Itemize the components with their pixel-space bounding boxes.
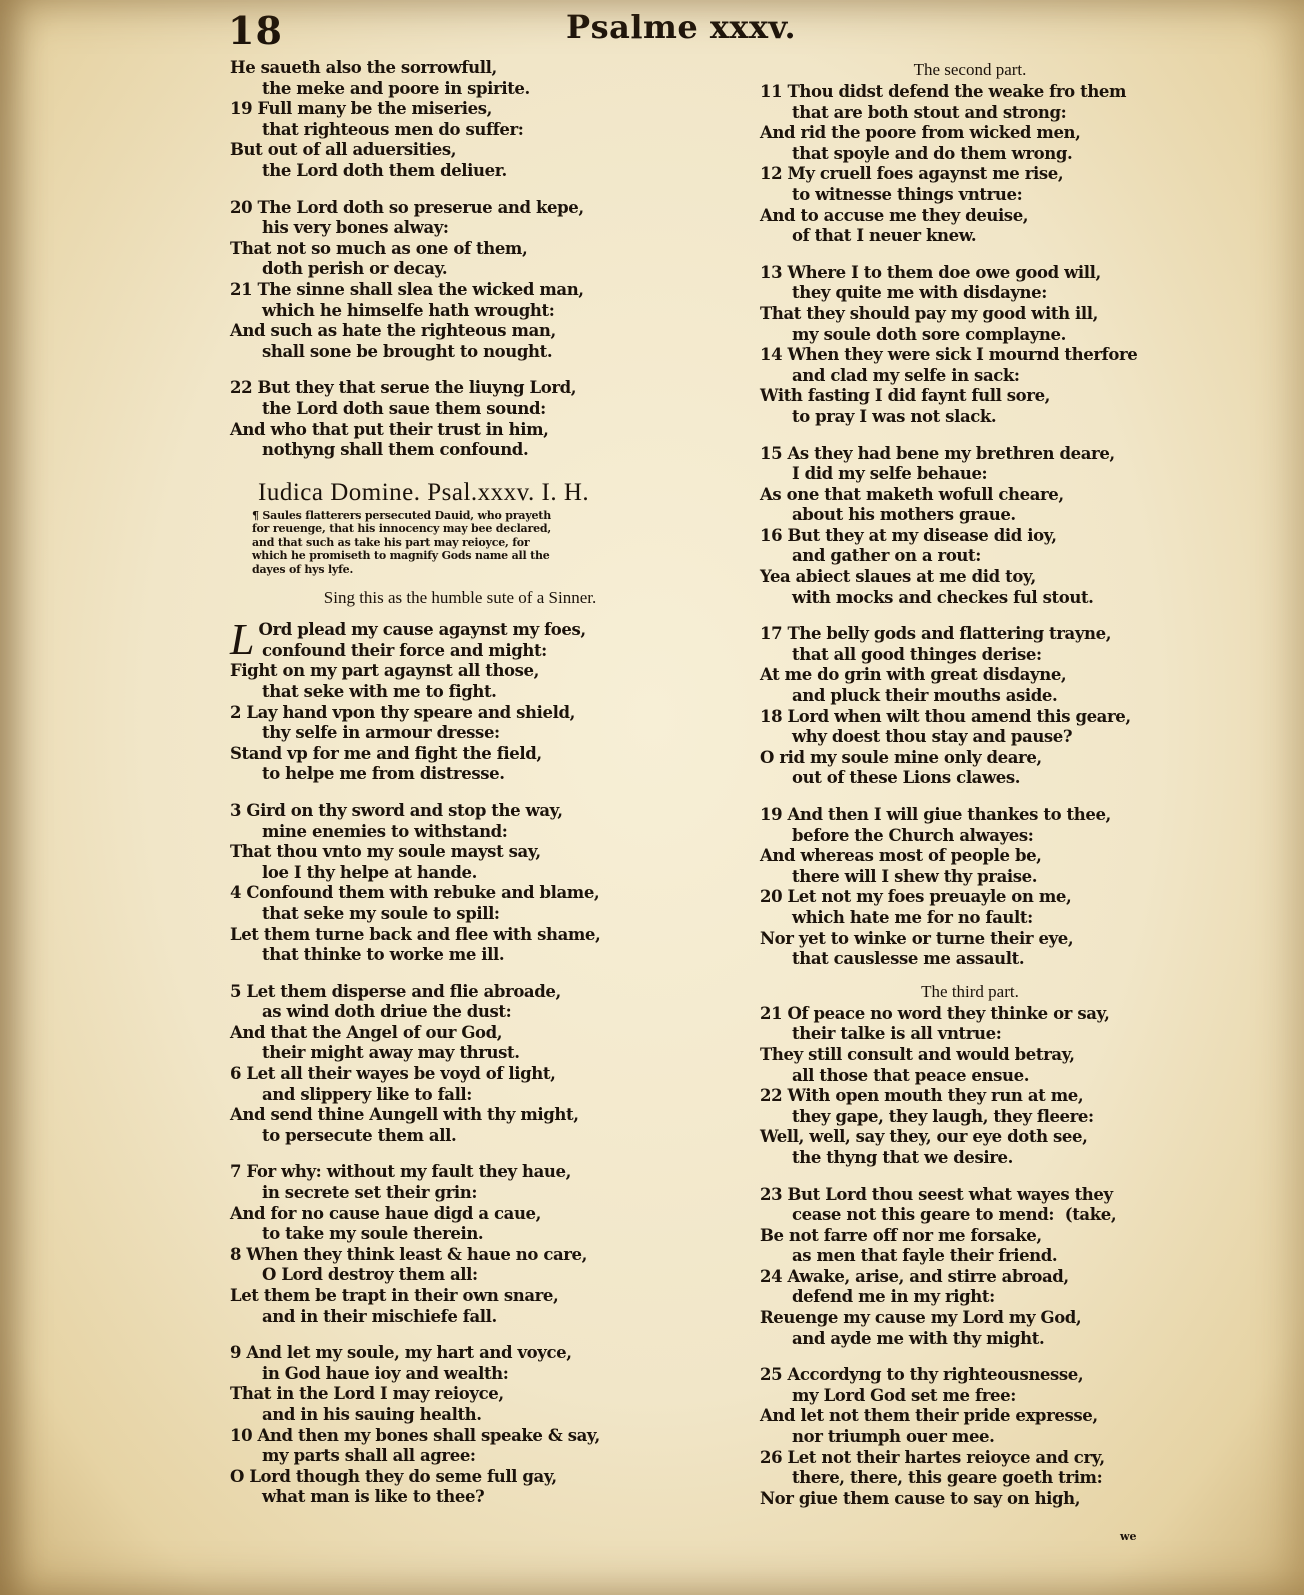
verse-line: 23 But Lord thou seest what wayes they bbox=[760, 1184, 1113, 1204]
verse-line: And who that put their trust in him, bbox=[230, 419, 549, 439]
verse-line: what man is like to thee? bbox=[262, 1487, 485, 1507]
verse-line: with mocks and checkes ful stout. bbox=[792, 587, 1094, 607]
verse-line: of that I neuer knew. bbox=[792, 226, 977, 246]
verse-line: my Lord God set me free: bbox=[792, 1385, 1016, 1405]
argument-line: and that such as take his part may reioyce, for bbox=[252, 535, 530, 549]
verse-line: all those that peace ensue. bbox=[792, 1065, 1030, 1085]
verse-line: 21 The sinne shall slea the wicked man, bbox=[230, 279, 584, 299]
verse-line: in God haue ioy and wealth: bbox=[262, 1363, 509, 1383]
verse-line: to take my soule therein. bbox=[262, 1224, 484, 1244]
right-column bbox=[760, 58, 1180, 1509]
verse-line: shall sone be brought to nought. bbox=[262, 341, 553, 361]
verse-line: Nor giue them cause to say on high, bbox=[760, 1488, 1081, 1508]
psalm-opening bbox=[230, 615, 690, 665]
verse-line: and ayde me with thy might. bbox=[792, 1328, 1045, 1348]
verse-line: Well, well, say they, our eye doth see, bbox=[760, 1127, 1088, 1147]
drop-capital: L bbox=[230, 615, 255, 665]
verse-line: 22 But they that serue the liuyng Lord, bbox=[230, 378, 577, 398]
verse-line: they quite me with disdayne: bbox=[792, 283, 1047, 303]
running-title: Psalme xxxv. bbox=[566, 8, 797, 46]
verse-line: At me do grin with great disdayne, bbox=[760, 665, 1067, 685]
verse-line: and slippery like to fall: bbox=[262, 1084, 472, 1104]
verse-line: to helpe me from distresse. bbox=[262, 764, 505, 784]
verse-line: confound their force and might: bbox=[262, 640, 547, 660]
verse-line: And let not them their pride expresse, bbox=[760, 1406, 1098, 1426]
verse-line: nothyng shall them confound. bbox=[262, 440, 529, 460]
verse-line: doth perish or decay. bbox=[262, 259, 448, 279]
section-heading: The second part. bbox=[913, 60, 1027, 79]
verse-line: which hate me for no fault: bbox=[792, 907, 1033, 927]
verse-line: 20 Let not my foes preuayle on me, bbox=[760, 887, 1072, 907]
verse-line: O rid my soule mine only deare, bbox=[760, 747, 1042, 767]
verse-line: Fight on my part agaynst all those, bbox=[230, 661, 539, 681]
verse-line: And whereas most of people be, bbox=[760, 846, 1042, 866]
psalm-argument bbox=[230, 509, 672, 577]
verse-line: 12 My cruell foes agaynst me rise, bbox=[760, 164, 1064, 184]
verse-line: Let them turne back and flee with shame, bbox=[230, 924, 601, 944]
verse-line: 3 Gird on thy sword and stop the way, bbox=[230, 800, 563, 820]
verse-line: 24 Awake, arise, and stirre abroad, bbox=[760, 1266, 1069, 1286]
verse-line: that all good thinges derise: bbox=[792, 644, 1042, 664]
verse-line: Yea abiect slaues at me did toy, bbox=[760, 567, 1036, 587]
turnover-word: (take, bbox=[1064, 1205, 1117, 1225]
verse-line: and pluck their mouths aside. bbox=[792, 686, 1058, 706]
verse-line: that causlesse me assault. bbox=[792, 949, 1025, 969]
verse-line: out of these Lions clawes. bbox=[792, 768, 1021, 788]
verse-line: That in the Lord I may reioyce, bbox=[230, 1384, 504, 1404]
verse-line: 16 But they at my disease did ioy, bbox=[760, 525, 1057, 545]
verse-line: there will I shew thy praise. bbox=[792, 866, 1038, 886]
verse-line: 5 Let them disperse and flie abroade, bbox=[230, 981, 561, 1001]
verse-line: 18 Lord when wilt thou amend this geare, bbox=[760, 706, 1131, 726]
verse-line: Reuenge my cause my Lord my God, bbox=[760, 1308, 1082, 1328]
verse-line: thy selfe in armour dresse: bbox=[262, 723, 500, 743]
verse-line: 19 Full many be the miseries, bbox=[230, 99, 492, 119]
verse-line: to witnesse things vntrue: bbox=[792, 184, 1023, 204]
verse-line: the Lord doth saue them sound: bbox=[262, 398, 546, 418]
argument-line: which he promiseth to magnify Gods name all the bbox=[252, 549, 550, 563]
catchword: we bbox=[1120, 1530, 1137, 1543]
verse-line: 17 The belly gods and flattering trayne, bbox=[760, 624, 1112, 644]
verse-line: 21 Of peace no word they thinke or say, bbox=[760, 1003, 1110, 1023]
verse-line: And for no cause haue digd a caue, bbox=[230, 1203, 541, 1223]
verse-line: With fasting I did faynt full sore, bbox=[760, 386, 1051, 406]
verse-line: and in his sauing health. bbox=[262, 1404, 482, 1424]
verse-line: And such as hate the righteous man, bbox=[230, 321, 556, 341]
verse-line: 15 As they had bene my brethren deare, bbox=[760, 443, 1115, 463]
verse-line: that seke with me to fight. bbox=[262, 681, 497, 701]
verse-line: And to accuse me they deuise, bbox=[760, 205, 1029, 225]
verse-line: Ord plead my cause agaynst my foes, bbox=[258, 620, 586, 640]
argument-line: for reuenge, that his innocency may bee declared, bbox=[252, 522, 551, 536]
verse-line: that are both stout and strong: bbox=[792, 102, 1067, 122]
verse-line: their talke is all vntrue: bbox=[792, 1024, 1002, 1044]
verse-line: that spoyle and do them wrong. bbox=[792, 143, 1073, 163]
verse-line: in secrete set their grin: bbox=[262, 1183, 478, 1203]
verse-line bbox=[760, 1205, 1180, 1226]
verse-line: why doest thou stay and pause? bbox=[792, 727, 1073, 747]
verse-line: And send thine Aungell with thy might, bbox=[230, 1105, 579, 1125]
verse-line: about his mothers graue. bbox=[792, 505, 1016, 525]
verse-line: that seke my soule to spill: bbox=[262, 903, 500, 923]
verse-line: I did my selfe behaue: bbox=[792, 464, 988, 484]
verse-line: That they should pay my good with ill, bbox=[760, 303, 1098, 323]
verse-line: That thou vnto my soule mayst say, bbox=[230, 842, 541, 862]
verse-line: and in their mischiefe fall. bbox=[262, 1306, 497, 1326]
verse-line: to persecute them all. bbox=[262, 1125, 457, 1145]
verse-line: loe I thy helpe at hande. bbox=[262, 862, 477, 882]
verse-line: to pray I was not slack. bbox=[792, 406, 997, 426]
left-column bbox=[230, 58, 690, 1508]
verse-line: mine enemies to withstand: bbox=[262, 821, 508, 841]
verse-line: Be not farre off nor me forsake, bbox=[760, 1225, 1042, 1245]
verse-line: as men that fayle their friend. bbox=[792, 1246, 1058, 1266]
verse-line: my soule doth sore complayne. bbox=[792, 324, 1066, 344]
verse-line: Stand vp for me and fight the field, bbox=[230, 743, 542, 763]
verse-line: 2 Lay hand vpon thy speare and shield, bbox=[230, 702, 575, 722]
verse-line: He saueth also the sorrowfull, bbox=[230, 58, 497, 77]
verse-line: nor triumph ouer mee. bbox=[792, 1427, 995, 1447]
verse-line: 7 For why: without my fault they haue, bbox=[230, 1162, 571, 1182]
verse-line: They still consult and would betray, bbox=[760, 1044, 1075, 1064]
verse-line: they gape, they laugh, they fleere: bbox=[792, 1106, 1094, 1126]
section-heading: The third part. bbox=[921, 981, 1019, 1001]
verse-line: as wind doth driue the dust: bbox=[262, 1002, 512, 1022]
verse-line: And that the Angel of our God, bbox=[230, 1022, 503, 1042]
verse-line: 19 And then I will giue thankes to thee, bbox=[760, 805, 1111, 824]
verse-line: And rid the poore from wicked men, bbox=[760, 123, 1081, 143]
verse-line: O Lord destroy them all: bbox=[262, 1265, 478, 1285]
verse-line: the meke and poore in spirite. bbox=[262, 78, 530, 98]
verse-line: 4 Confound them with rebuke and blame, bbox=[230, 883, 600, 903]
psalm-title: Iudica Domine. Psal.xxxv. I. H. bbox=[258, 478, 590, 506]
verse-line: their might away may thrust. bbox=[262, 1043, 520, 1063]
verse-line: 6 Let all their wayes be voyd of light, bbox=[230, 1064, 556, 1084]
tune-direction: Sing this as the humble sute of a Sinner. bbox=[323, 588, 597, 608]
verse-line: 14 When they were sick I mournd therfore bbox=[760, 345, 1138, 365]
argument-line: dayes of hys lyfe. bbox=[252, 562, 354, 576]
verse-line: there, there, this geare goeth trim: bbox=[792, 1468, 1103, 1488]
verse-line: 26 Let not their hartes reioyce and cry, bbox=[760, 1447, 1105, 1467]
verse-line: 10 And then my bones shall speake & say, bbox=[230, 1425, 600, 1445]
verse-line-text: cease not this geare to mend: bbox=[792, 1205, 1055, 1225]
verse-line: before the Church alwayes: bbox=[792, 825, 1034, 845]
verse-line: Nor yet to winke or turne their eye, bbox=[760, 928, 1074, 948]
verse-line: which he himselfe hath wrought: bbox=[262, 300, 555, 320]
verse-line: defend me in my right: bbox=[792, 1287, 995, 1307]
verse-line: that thinke to worke me ill. bbox=[262, 945, 505, 965]
verse-line: the thyng that we desire. bbox=[792, 1147, 1013, 1167]
verse-line: the Lord doth them deliuer. bbox=[262, 160, 507, 180]
verse-line: But out of all aduersities, bbox=[230, 140, 457, 160]
verse-line: 22 With open mouth they run at me, bbox=[760, 1086, 1084, 1106]
verse-line: that righteous men do suffer: bbox=[262, 119, 524, 139]
verse-line: his very bones alway: bbox=[262, 218, 449, 238]
page-number: 18 bbox=[228, 8, 283, 53]
verse-line: my parts shall all agree: bbox=[262, 1446, 476, 1466]
verse-line: 25 Accordyng to thy righteousnesse, bbox=[760, 1365, 1084, 1385]
verse-line: O Lord though they do seme full gay, bbox=[230, 1466, 557, 1486]
argument-line: ¶ Saules flatterers persecuted Dauid, who prayeth bbox=[252, 508, 551, 522]
verse-line: As one that maketh wofull cheare, bbox=[760, 484, 1064, 504]
verse-line: 20 The Lord doth so preserue and kepe, bbox=[230, 197, 584, 217]
verse-line: 8 When they think least & haue no care, bbox=[230, 1244, 587, 1264]
verse-line: 9 And let my soule, my hart and voyce, bbox=[230, 1343, 572, 1363]
verse-line: 11 Thou didst defend the weake fro them bbox=[760, 82, 1127, 101]
verse-line: That not so much as one of them, bbox=[230, 238, 528, 258]
verse-line: Let them be trapt in their own snare, bbox=[230, 1286, 559, 1305]
verse-line: 13 Where I to them doe owe good will, bbox=[760, 262, 1101, 282]
verse-line: and gather on a rout: bbox=[792, 546, 981, 566]
verse-line: and clad my selfe in sack: bbox=[792, 365, 1020, 385]
